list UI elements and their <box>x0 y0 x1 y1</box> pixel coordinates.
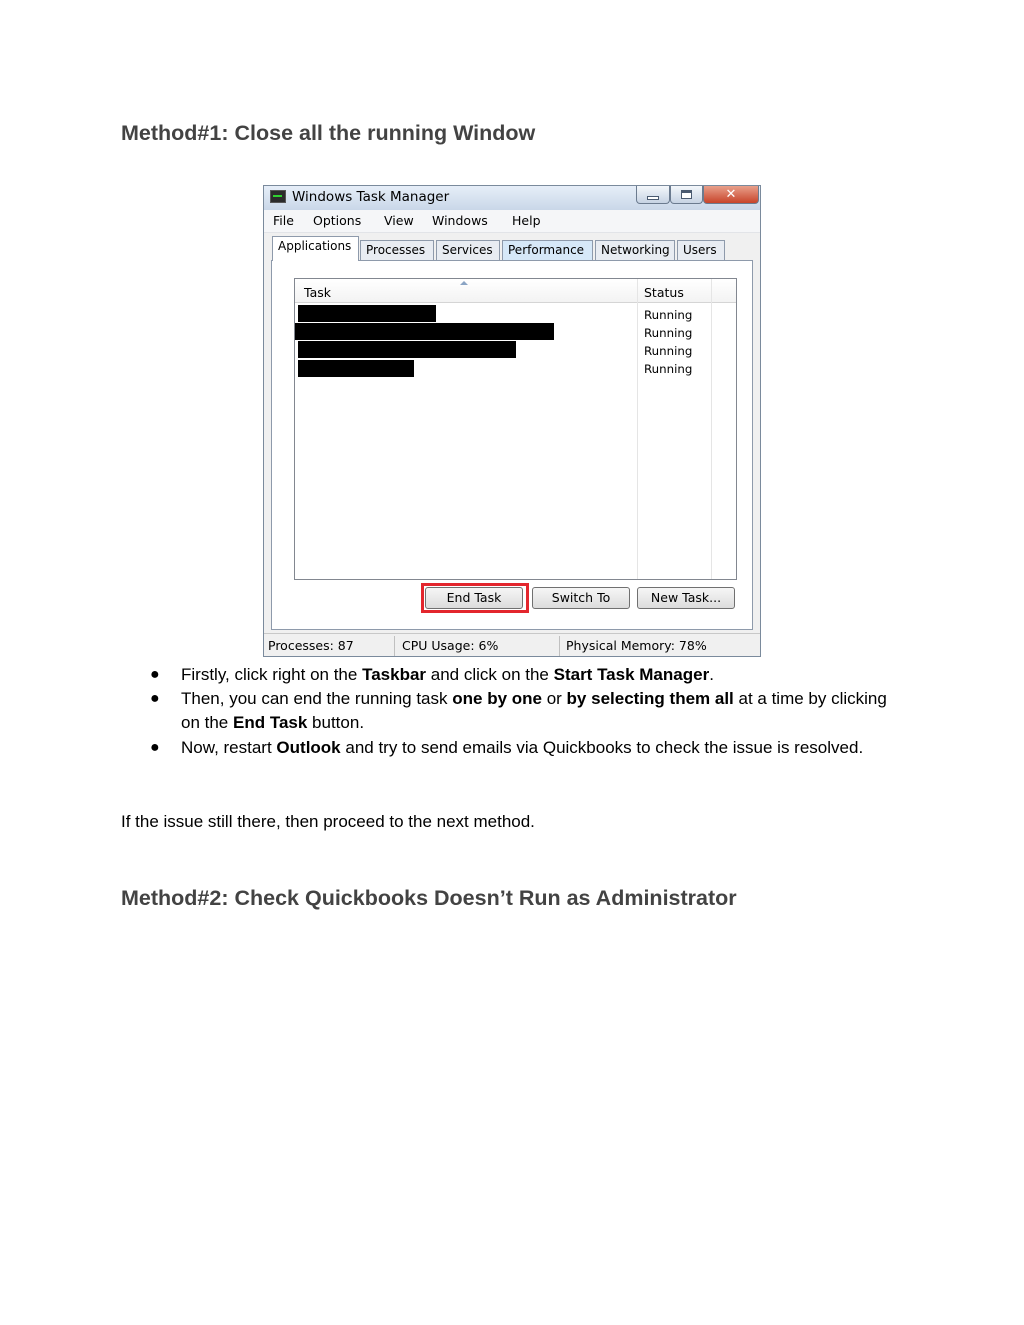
menu-options[interactable]: Options <box>313 213 362 228</box>
status-cell: Running <box>644 308 693 322</box>
tab-applications[interactable]: Applications <box>272 236 359 261</box>
task-manager-screenshot <box>263 185 761 657</box>
menu-file[interactable]: File <box>273 213 294 228</box>
menu-windows[interactable]: Windows <box>432 213 488 228</box>
new-task-button[interactable]: New Task... <box>637 587 735 609</box>
status-bar <box>264 633 760 657</box>
step-text-run: Then, you can end the running task <box>181 689 453 708</box>
redacted-task-name <box>298 305 436 322</box>
status-cell: Running <box>644 362 693 376</box>
status-processes: Processes: 87 <box>268 638 354 653</box>
status-cell: Running <box>644 326 693 340</box>
close-button[interactable] <box>703 186 759 204</box>
column-header-status[interactable]: Status <box>644 285 684 300</box>
column-divider <box>711 279 712 579</box>
bullet-icon: ● <box>150 739 160 756</box>
step-text-run: or <box>541 689 567 708</box>
menu-bar <box>264 210 760 233</box>
bold-term: Taskbar <box>362 665 427 684</box>
status-cell: Running <box>644 344 693 358</box>
bullet-icon: ● <box>150 666 160 683</box>
status-memory: Physical Memory: 78% <box>566 638 707 653</box>
maximize-button[interactable] <box>670 186 703 204</box>
bold-term: one by one <box>452 689 542 708</box>
bold-term: Start Task Manager <box>553 665 710 684</box>
switch-to-button[interactable]: Switch To <box>532 587 630 609</box>
step-text-run: and try to send emails via Quickbooks to check the issue is resolved. <box>340 738 864 757</box>
column-header-task[interactable]: Task <box>304 285 331 300</box>
step-text-run: button. <box>307 713 365 732</box>
tab-processes[interactable]: Processes <box>360 240 434 260</box>
method2-heading: Method#2: Check Quickbooks Doesn’t Run as Administrator <box>121 886 737 910</box>
window-title: Windows Task Manager <box>292 189 450 205</box>
step-text-run: Firstly, click right on the <box>181 665 363 684</box>
task-list[interactable] <box>294 278 737 580</box>
method1-heading: Method#1: Close all the running Window <box>121 121 536 145</box>
redacted-task-name <box>295 323 554 340</box>
tab-services[interactable]: Services <box>436 240 500 260</box>
column-divider <box>637 279 638 579</box>
bullet-icon: ● <box>150 690 160 707</box>
step-text-run: Now, restart <box>181 738 277 757</box>
step-text <box>181 687 901 735</box>
bold-term: by selecting them all <box>566 689 734 708</box>
task-manager-icon <box>270 190 286 203</box>
status-divider <box>559 636 560 656</box>
sort-ascending-icon <box>460 281 468 285</box>
step-text-run: . <box>709 665 714 684</box>
redacted-task-name <box>298 360 414 377</box>
menu-view[interactable]: View <box>384 213 414 228</box>
menu-help[interactable]: Help <box>512 213 541 228</box>
tab-users[interactable]: Users <box>677 240 725 260</box>
step-text-run: and click on the <box>426 665 554 684</box>
minimize-icon <box>647 196 659 200</box>
status-cpu: CPU Usage: 6% <box>402 638 499 653</box>
paragraph: If the issue still there, then proceed to the next method. <box>121 812 535 831</box>
step-text <box>181 736 901 760</box>
bold-term: Outlook <box>276 738 341 757</box>
tab-performance[interactable]: Performance <box>502 240 593 260</box>
minimize-button[interactable] <box>636 186 670 204</box>
tab-networking[interactable]: Networking <box>595 240 675 260</box>
bold-term: End Task <box>233 713 308 732</box>
status-divider <box>394 636 395 656</box>
end-task-highlight <box>421 583 529 613</box>
step-text <box>181 663 901 687</box>
close-icon: ✕ <box>725 187 737 202</box>
step-text-run: at a time by clicking on the <box>181 689 887 732</box>
applications-panel <box>271 260 753 630</box>
list-header <box>295 279 736 303</box>
title-bar <box>264 186 760 210</box>
maximize-icon <box>681 190 692 199</box>
redacted-task-name <box>298 341 516 358</box>
end-task-button[interactable]: End Task <box>425 587 523 609</box>
